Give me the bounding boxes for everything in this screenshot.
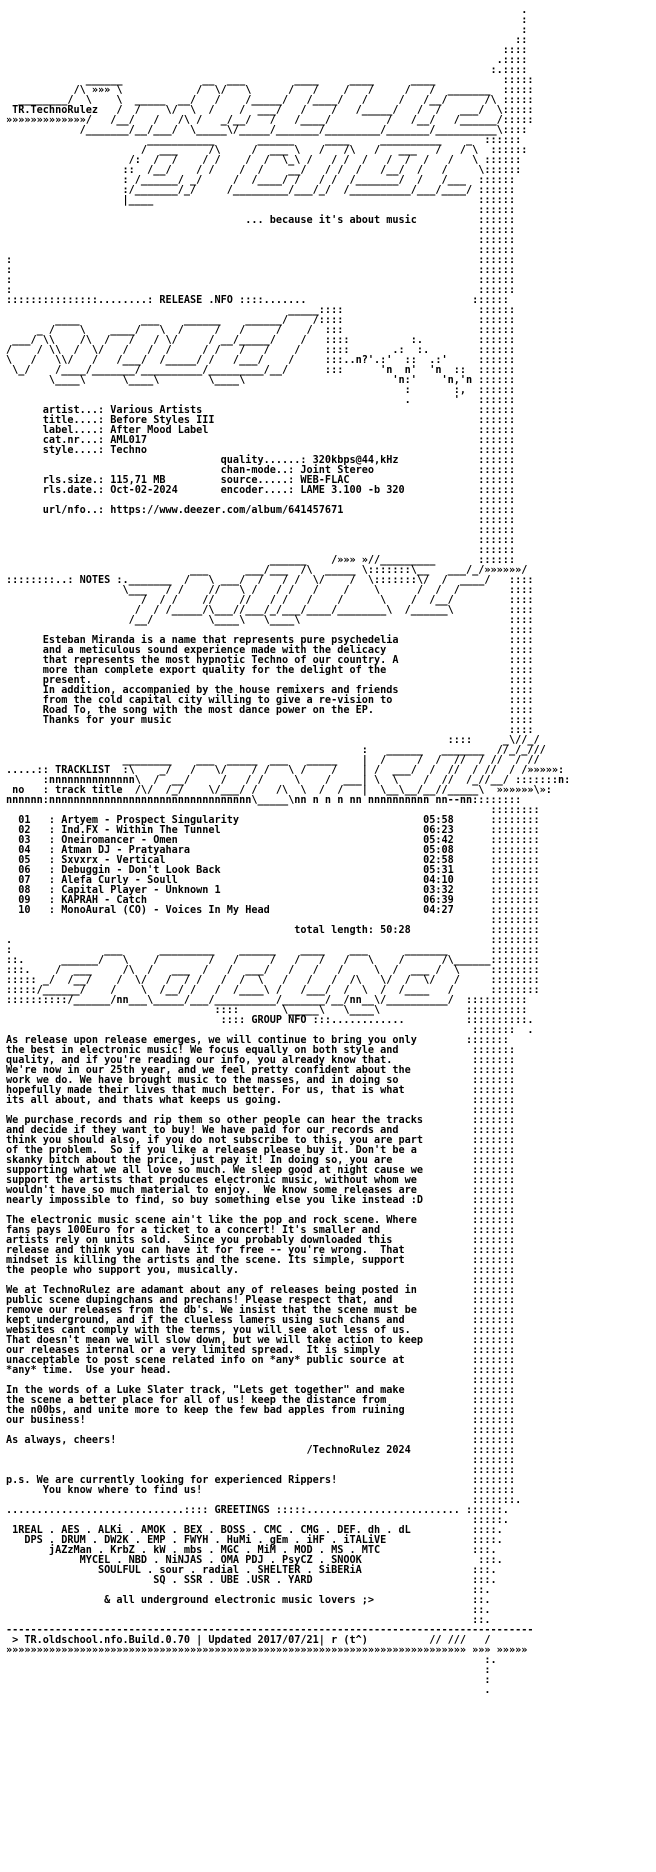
greetings: .............................:::: GREETINGS :::::......................... ::::::. :::::. 1REAL . AES . ALKi . AMOK . BEX . BOSS . CMC . CMG . DEF. dh . dL ::::. DPS . DRUM . DW2K . EMP . FWYH . HuMi . gEm . iHF . iTALiVE ::::. jAZzMan . KrbZ . kW . mbs . MGC . MiM . MOD . MS . MTC :::. MYCEL . NBD . NiNJAS . OMA PDJ . PsyCZ . SNOOK :::. SOULFUL . sour . radial . SHELTER . SiBERiA :::. SQ . SSR . UBE .USR . YARD :::. ::. & all underground electronic music lovers ;> ::. ::. ::. [6,1505,509,1626]
release-info-section: :::::::::::::::........: RELEASE .NFO ::::....... :::::: _____:::: :::::: ____ ___ ______ ______/ /:::: :::::: _ / \ ____/ \ / / / / / ::: :::::: ___/ \\ /\ / / / \/ / __/_____/ / :::: :. :::::: / / \\ / \/ / / / / / / / / :::: .: :. :::::: \ / \\/ / /___/ /_____/ / /___/ / :::..n?'.:' :: .:' :::::: \_/ /____/_______/__________/_________/__/ ::: 'n n' 'n :: :::::: \____\ \____\ \____\ 'n:' 'n,'n :::::: : :, :::::: . ' :::::: artist...: Various Artists :::::: title....: Before Styles III :::::: label....: After Mood Label :::::: cat.nr...: AML017 :::::: style....: Techno :::::: quality......: 320kbps@44,kHz :::::: chan-mode..: Joint Stereo :::::: rls.size.: 115,71 MB source.....: WEB-FLAC :::::: rls.date.: Oct-02-2024 encoder....: LAME 3.100 -b 320 :::::: :::::: url/nfo..: https://www.deezer.com/album/641457671 :::::: :::::: :::::: :::::: :::::: ______ /»»» »//_________ :::::: ___ ___/___ /\ _____ \:::::::\__ ___/_/»»»»»»/ ::::::::..: NOTES :._______ / \ ___/ / / / \/ / \:::::::\/ / ____/ :::: \___ / / // \ / / / / / \ / / / :::: / / / // // / / / / \ / /__/ :::: / / /_____/\___//___/_/___/____/________\ /______\ :::: /__/ \____\ \____\ :::: :::: [6,295,534,636]
footer: -------------------------------------------------------------------------------------- > TR.oldschool.nfo.Build.0.70 | Updated 2017/07/21| r (t^) // /// / »»»»»»»»»»»»»»»»»»»»»»»»»»»»»»»»»»»»»»»»»»»»»»»»»»»»»»»»»»»»»»»»»»»»»»»»»»» »»» »»»»» :. : : . [6,1625,534,1696]
group-nfo-body: As release upon release emerges, we will continue to bring you only ::::::: the best in electronic music! We focus equally on both style and ::::::: quality, and if you're reading our info, you already know that. ::::::: We're now in our 25th year, and we feel pretty confident about the ::::::: work we do. We have brought music to the masses, and in doing so ::::::: hopefully made their lives that much better. For us, that is what ::::::: its all about, and thats what keeps us going. ::::::: ::::::: We purchase records and rip them so other people can hear the tracks ::::::: and decide if they want to buy! We have paid for our records and ::::::: think you should also, if you do not subscribe to this, you are part ::::::: of the problem. So if you like a release please buy it. Don't be a ::::::: skanky bitch about the price, just pay it! In doing so, you are ::::::: supporting what we all love so much. We sleep good at night cause we ::::::: support the artists that produces electronic music, without whom we ::::::: wouldn't have so much material to enjoy. We know some releases are ::::::: nearly impossible to find, so buy something else you like instead :D ::::::: ::::::: The electronic music scene ain't like the pop and rock scene. Where ::::::: fans pays 100Euro for a ticket to a concert! It's smaller and ::::::: artists rely on units sold. Since you probably downloaded this ::::::: release and think you can have it for free -- you're wrong. That ::::::: mindset is killing the artists and the scene. Its simple, support ::::::: the people who support you, musically. ::::::: ::::::: We at TechnoRulez are adamant about any of releases being posted in ::::::: public scene dupingchans and prechans! Please respect that, and ::::::: remove our releases from the db's. We insist that the scene must be ::::::: kept underground, and if the clueless lamers using such chans and ::::::: websites cant comply with the terms, you will see alot less of us. ::::::: That doesn't mean we will slow down, but we will take action to keep ::::::: our releases internal or a very limited spread. It is simply ::::::: unacceptable to post scene related info on *any* public source at ::::::: *any* time. Use your head. ::::::: ::::::: In the words of a Luke Slater track, "Lets get together" and make ::::::: the scene a better place for all of us! keep the distance from ::::::: the n00bs, and unite more to keep the few bad apples from ruining ::::::: our business! ::::::: ::::::: As always, cheers! ::::::: /TechnoRulez 2024 ::::::: ::::::: ::::::: p.s. We are currently looking for experienced Rippers! ::::::: You know where to find us! ::::::: :::::::. [6,1035,522,1506]
group-nfo-logo: . :::::::: : ___ _________ ______ ____ ___ _______ :::::::: ::. ______/ \ / / / / / / / \ / /\______:::::::: :::. / ___ /\ / ___ / / ___/ / / / \ / ___ / \ :::::::: ::::: _/ /__/ / \/ / / / / / \ / / / /\ \/ / \/ / :::::::: :::::/______/ / \ /__/ / / /____\ / /___/ / \ / /____ / :::::::: ::::::::::/______/nn___\_____/___/__________/_______/__/nn__\/__________/ :::::::::: :::: \_____\ \____\ :::::::::: :::: GROUP NFO :::............ ::::::::::. ::::::: . [6,935,540,1036]
nfo-document [6,6,570,1696]
header-logo: . : : :: :::: .:::: :.:::: ______ __ ___ ____ ____ ____ ::::: /\ »»» \ / \/ \ / / / / / / _______ ::::: ________/ \ \ _____ __/ / /_____/ /____/ / / /__/ /\ ::::: TR.TechnoRulez / / \/ \ / / ___/ / / /_____/ / / ___/ \::::: »»»»»»»»»»»»»/ /__/ / /\ / _/__/ / /____/ / /__/ /______/::::: /_______/__/___/ \_____\/_____/_______/_________/_______/__________\:::: ___________ ______ ____ __________ _ :::::: / ___ /\ / ___ \ / /\ / ___ / / \ :::::: /: / / / / / / \_\ / / / / / / / / \ :::::: :: /__/ / / / / __/ / / / /__/ / / \:::::: : /______/ _/ / /____/ / / / /_______/ / /___ :::::: :/_______/_/ /_________/___/_/ /__________/___/____/ :::::: |____ :::::: :::::: ... because it's about music :::::: :::::: :::::: :::::: : :::::: : :::::: : :::::: : :::::: [6,5,534,296]
notes-body: Esteban Miranda is a name that represents pure psychedelia :::: and a meticulous sound experience made with the delicacy :::: that represents the most hypnotic Techno of our country. A :::: more than complete export quality for the delight of the :::: present. :::: In addition, accompanied by the house remixers and friends :::: from the cold capital city willing to give a re-vision to :::: Road To, the song with the most dance power on the EP. :::: Thanks for your music :::: :::: :::: _\//_/ : ______ _______ //_/_/// ________ ___ _____ ___ _____ | / / / // / // / // .....:: TRACKLIST :\ _/ / \/ / / \ / / | / ___/ / // / // / /»»»»»: :nnnnnnnnnnnnnn\ / __/ / / / \ / ___| \ \ / // /_//__/ :::::::n: no : track title /\/ /_/ \/___/ / /\ \ / / | \__\__/__//_____\ »»»»»»\»: nnnnnn:nnnnnnnnnnnnnnnnnnnnnnnnnnnnnnnnn\_____\nn n n n nn nnnnnnnnnn nn--nn:::::::: :::::::: [6,635,571,816]
tracklist: 01 : Artyem - Prospect Singularity 05:58 :::::::: 02 : Ind.FX - Within The Tunnel 06:23 :::::::: 03 : Oneiromancer - Omen 05:42 :::::::: 04 : Atman DJ - Pratyahara 05:08 :::::::: 05 : Sxvxrx - Vertical 02:58 :::::::: 06 : Debuggin - Don't Look Back 05:31 :::::::: 07 : Alefa Curly - Soull 04:10 :::::::: 08 : Capital Player - Unknown 1 03:32 :::::::: 09 : KAPRAH - Catch 06:39 :::::::: 10 : MonoAural (CO) - Voices In My Head 04:27 :::::::: :::::::: total length: 50:28 :::::::: [18,815,540,936]
